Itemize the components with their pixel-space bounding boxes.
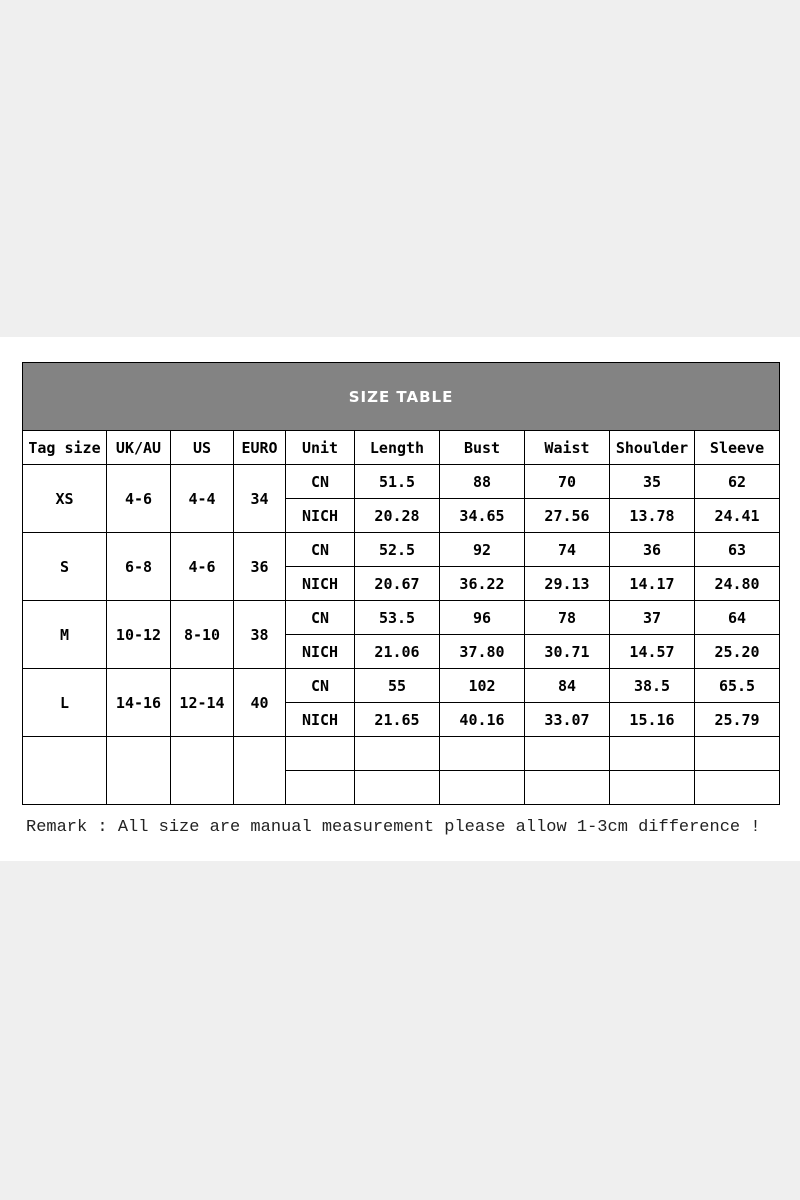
- shoulder-cell: 38.5: [610, 669, 695, 703]
- length-cell: 53.5: [355, 601, 440, 635]
- empty-cell: [695, 771, 780, 805]
- empty-cell: [610, 737, 695, 771]
- bust-cell: 34.65: [440, 499, 525, 533]
- empty-cell: [23, 737, 107, 805]
- bust-cell: 92: [440, 533, 525, 567]
- shoulder-cell: 13.78: [610, 499, 695, 533]
- uk-au-cell: 14-16: [107, 669, 171, 737]
- uk-au-cell: 6-8: [107, 533, 171, 601]
- waist-cell: 29.13: [525, 567, 610, 601]
- size-chart-panel: [0, 337, 800, 861]
- shoulder-cell: 37: [610, 601, 695, 635]
- waist-cell: 74: [525, 533, 610, 567]
- col-header-us: US: [171, 431, 234, 465]
- bust-cell: 40.16: [440, 703, 525, 737]
- bust-cell: 88: [440, 465, 525, 499]
- col-header-length: Length: [355, 431, 440, 465]
- empty-cell: [355, 771, 440, 805]
- uk-au-cell: 4-6: [107, 465, 171, 533]
- bust-cell: 36.22: [440, 567, 525, 601]
- bust-cell: 102: [440, 669, 525, 703]
- length-cell: 51.5: [355, 465, 440, 499]
- unit-cell: CN: [286, 465, 355, 499]
- remark-text: Remark : All size are manual measurement please allow 1-3cm difference !: [26, 818, 761, 837]
- table-row: [23, 601, 780, 635]
- length-cell: 20.67: [355, 567, 440, 601]
- tag-size-cell: M: [23, 601, 107, 669]
- col-header-euro: EURO: [234, 431, 286, 465]
- length-cell: 21.06: [355, 635, 440, 669]
- table-row: [23, 669, 780, 703]
- shoulder-cell: 14.17: [610, 567, 695, 601]
- us-cell: 4-6: [171, 533, 234, 601]
- waist-cell: 84: [525, 669, 610, 703]
- col-header-tag-size: Tag size: [23, 431, 107, 465]
- empty-cell: [610, 771, 695, 805]
- col-header-sleeve: Sleeve: [695, 431, 780, 465]
- euro-cell: 38: [234, 601, 286, 669]
- unit-cell: CN: [286, 601, 355, 635]
- unit-cell: NICH: [286, 499, 355, 533]
- tag-size-cell: S: [23, 533, 107, 601]
- sleeve-cell: 65.5: [695, 669, 780, 703]
- sleeve-cell: 25.79: [695, 703, 780, 737]
- shoulder-cell: 14.57: [610, 635, 695, 669]
- size-table: [22, 362, 780, 805]
- tag-size-cell: L: [23, 669, 107, 737]
- sleeve-cell: 62: [695, 465, 780, 499]
- col-header-waist: Waist: [525, 431, 610, 465]
- empty-cell: [107, 737, 171, 805]
- waist-cell: 78: [525, 601, 610, 635]
- empty-cell: [286, 737, 355, 771]
- table-row: [23, 465, 780, 499]
- shoulder-cell: 35: [610, 465, 695, 499]
- empty-cell: [171, 737, 234, 805]
- length-cell: 55: [355, 669, 440, 703]
- sleeve-cell: 24.80: [695, 567, 780, 601]
- empty-cell: [525, 737, 610, 771]
- unit-cell: CN: [286, 533, 355, 567]
- col-header-bust: Bust: [440, 431, 525, 465]
- sleeve-cell: 25.20: [695, 635, 780, 669]
- unit-cell: NICH: [286, 567, 355, 601]
- waist-cell: 70: [525, 465, 610, 499]
- col-header-uk-au: UK/AU: [107, 431, 171, 465]
- empty-cell: [525, 771, 610, 805]
- sleeve-cell: 64: [695, 601, 780, 635]
- sleeve-cell: 24.41: [695, 499, 780, 533]
- waist-cell: 30.71: [525, 635, 610, 669]
- bust-cell: 37.80: [440, 635, 525, 669]
- waist-cell: 33.07: [525, 703, 610, 737]
- sleeve-cell: 63: [695, 533, 780, 567]
- empty-cell: [355, 737, 440, 771]
- length-cell: 52.5: [355, 533, 440, 567]
- shoulder-cell: 36: [610, 533, 695, 567]
- us-cell: 4-4: [171, 465, 234, 533]
- empty-cell: [440, 771, 525, 805]
- empty-cell: [695, 737, 780, 771]
- shoulder-cell: 15.16: [610, 703, 695, 737]
- length-cell: 20.28: [355, 499, 440, 533]
- euro-cell: 36: [234, 533, 286, 601]
- euro-cell: 40: [234, 669, 286, 737]
- col-header-shoulder: Shoulder: [610, 431, 695, 465]
- empty-cell: [234, 737, 286, 805]
- header-row: [23, 431, 780, 465]
- unit-cell: NICH: [286, 635, 355, 669]
- unit-cell: CN: [286, 669, 355, 703]
- table-title: SIZE TABLE: [23, 363, 780, 431]
- uk-au-cell: 10-12: [107, 601, 171, 669]
- waist-cell: 27.56: [525, 499, 610, 533]
- length-cell: 21.65: [355, 703, 440, 737]
- col-header-unit: Unit: [286, 431, 355, 465]
- us-cell: 8-10: [171, 601, 234, 669]
- empty-cell: [440, 737, 525, 771]
- bust-cell: 96: [440, 601, 525, 635]
- unit-cell: NICH: [286, 703, 355, 737]
- us-cell: 12-14: [171, 669, 234, 737]
- table-row: [23, 533, 780, 567]
- empty-cell: [286, 771, 355, 805]
- euro-cell: 34: [234, 465, 286, 533]
- empty-row: [23, 737, 780, 771]
- tag-size-cell: XS: [23, 465, 107, 533]
